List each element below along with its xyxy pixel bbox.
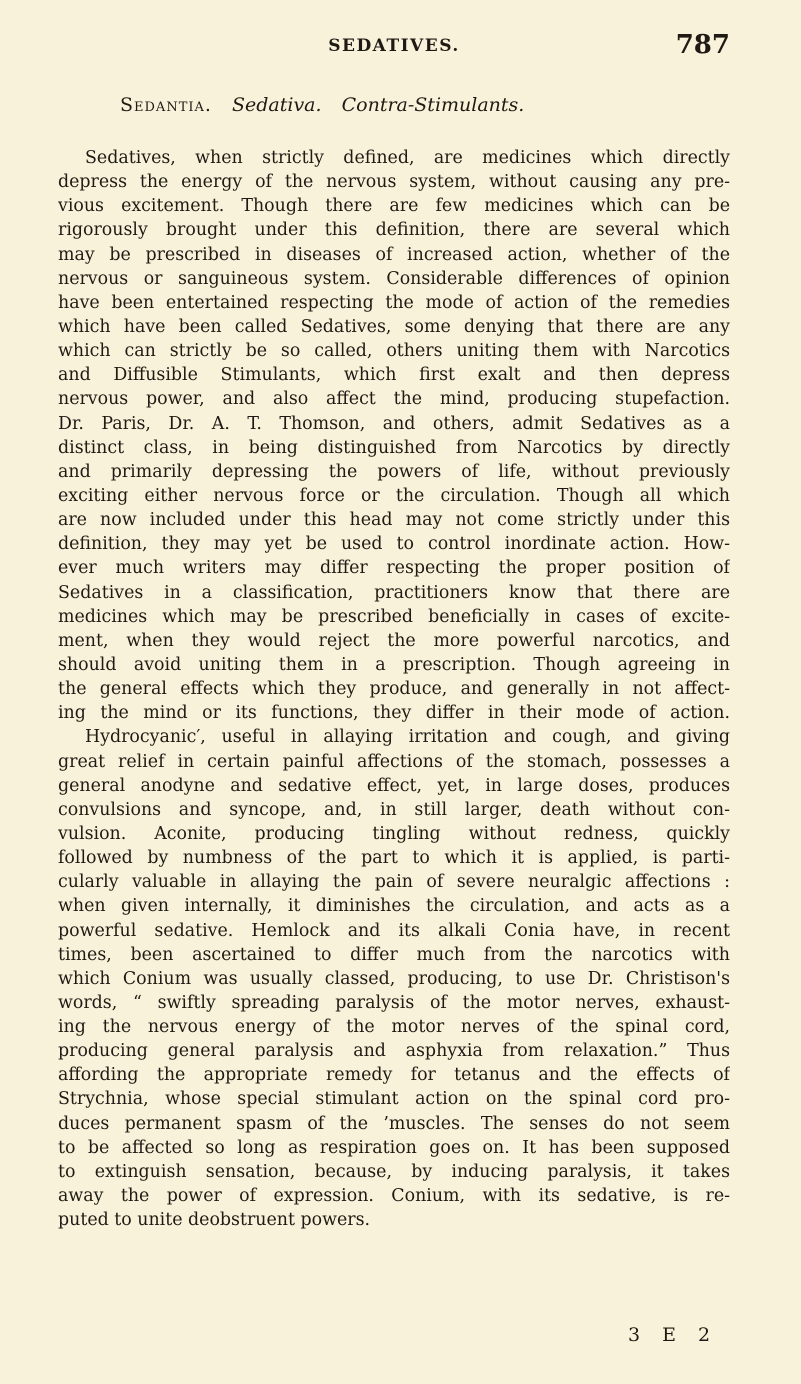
text-line: vulsion. Aconite, producing tingling without redness, quickly: [58, 823, 730, 844]
text-line: Dr. Paris, Dr. A. T. Thomson, and others, admit Sedatives as a: [58, 413, 730, 434]
text-line: convulsions and syncope, and, in still larger, death without con-: [58, 799, 730, 820]
heading-latin-alt: Sedativa.: [231, 94, 322, 116]
text-line: puted to unite deobstruent powers.: [58, 1210, 371, 1231]
page-number: 787: [675, 30, 730, 60]
text-line: ing the mind or its functions, they differ in their mode of action.: [58, 703, 730, 724]
text-line: ment, when they would reject the more powerful narcotics, and: [58, 630, 730, 651]
heading-english-alt: Contra-Stimulants.: [341, 94, 525, 116]
text-line: to be affected so long as respiration goes on. It has been supposed: [58, 1137, 730, 1158]
text-line: and Diffusible Stimulants, which first exalt and then depress: [58, 365, 730, 386]
text-line: depress the energy of the nervous system, without causing any pre-: [58, 172, 730, 193]
text-line: general anodyne and sedative effect, yet, in large doses, produces: [58, 775, 730, 796]
text-line: Sedatives, when strictly defined, are medicines which directly: [85, 148, 730, 168]
text-line: should avoid uniting them in a prescription. Though agreeing in: [58, 654, 730, 675]
heading-latin-name: Sedantia.: [120, 94, 212, 116]
text-line: may be prescribed in diseases of increased action, whether of the: [58, 244, 730, 265]
text-line: powerful sedative. Hemlock and its alkali Conia have, in recent: [58, 920, 730, 941]
text-line: are now included under this head may not come strictly under this: [58, 510, 730, 531]
text-line: which can strictly be so called, others uniting them with Narcotics: [58, 341, 730, 362]
text-line: the general effects which they produce, and generally in not affect-: [58, 679, 730, 700]
text-line: definition, they may yet be used to control inordinate action. How-: [58, 534, 730, 555]
text-line: away the power of expression. Conium, with its sedative, is re-: [58, 1186, 730, 1207]
text-line: great relief in certain painful affections of the stomach, possesses a: [58, 751, 730, 772]
text-line: when given internally, it diminishes the circulation, and acts as a: [58, 896, 730, 917]
text-line: Hydrocyanic′, useful in allaying irritation and cough, and giving: [85, 727, 730, 748]
text-line: and primarily depressing the powers of life, without previously: [58, 461, 730, 482]
running-head: [58, 30, 730, 62]
text-line: ing the nervous energy of the motor nerves of the spinal cord,: [58, 1017, 730, 1038]
text-line: have been entertained respecting the mode of action of the remedies: [58, 292, 730, 313]
text-line: affording the appropriate remedy for tetanus and the effects of: [58, 1065, 730, 1086]
text-line: Sedatives in a classification, practitioners know that there are: [58, 582, 730, 603]
text-line: words, “ swiftly spreading paralysis of the motor nerves, exhaust-: [58, 992, 730, 1013]
text-line: Strychnia, whose special stimulant action on the spinal cord pro-: [58, 1089, 730, 1110]
text-line: nervous or sanguineous system. Considerable differences of opinion: [58, 268, 730, 289]
text-line: cularly valuable in allaying the pain of severe neuralgic affections :: [58, 872, 730, 893]
text-line: producing general paralysis and asphyxia from relaxation.” Thus: [58, 1041, 730, 1062]
text-line: duces permanent spasm of the ’muscles. The senses do not seem: [58, 1113, 730, 1134]
text-line: followed by numbness of the part to which it is applied, is parti-: [58, 848, 730, 869]
text-line: vious excitement. Though there are few medicines which can be: [58, 196, 730, 217]
text-line: nervous power, and also affect the mind, producing stupefaction.: [58, 389, 730, 410]
text-line: ever much writers may differ respecting the proper position of: [58, 558, 730, 579]
text-line: medicines which may be prescribed beneficially in cases of excite-: [58, 606, 730, 627]
text-line: times, been ascertained to differ much from the narcotics with: [58, 944, 730, 965]
text-line: exciting either nervous force or the circulation. Though all which: [58, 485, 730, 506]
signature-mark: 3 E 2: [628, 1324, 719, 1346]
section-heading: [120, 94, 740, 116]
text-line: to extinguish sensation, because, by inducing paralysis, it takes: [58, 1161, 730, 1182]
running-title: SEDATIVES.: [328, 36, 460, 56]
text-line: which have been called Sedatives, some denying that there are any: [58, 316, 730, 337]
text-line: rigorously brought under this definition, there are several which: [58, 220, 730, 241]
text-line: which Conium was usually classed, producing, to use Dr. Christison's: [58, 968, 730, 989]
text-line: distinct class, in being distinguished from Narcotics by directly: [58, 437, 730, 458]
body-text: [58, 146, 730, 1232]
